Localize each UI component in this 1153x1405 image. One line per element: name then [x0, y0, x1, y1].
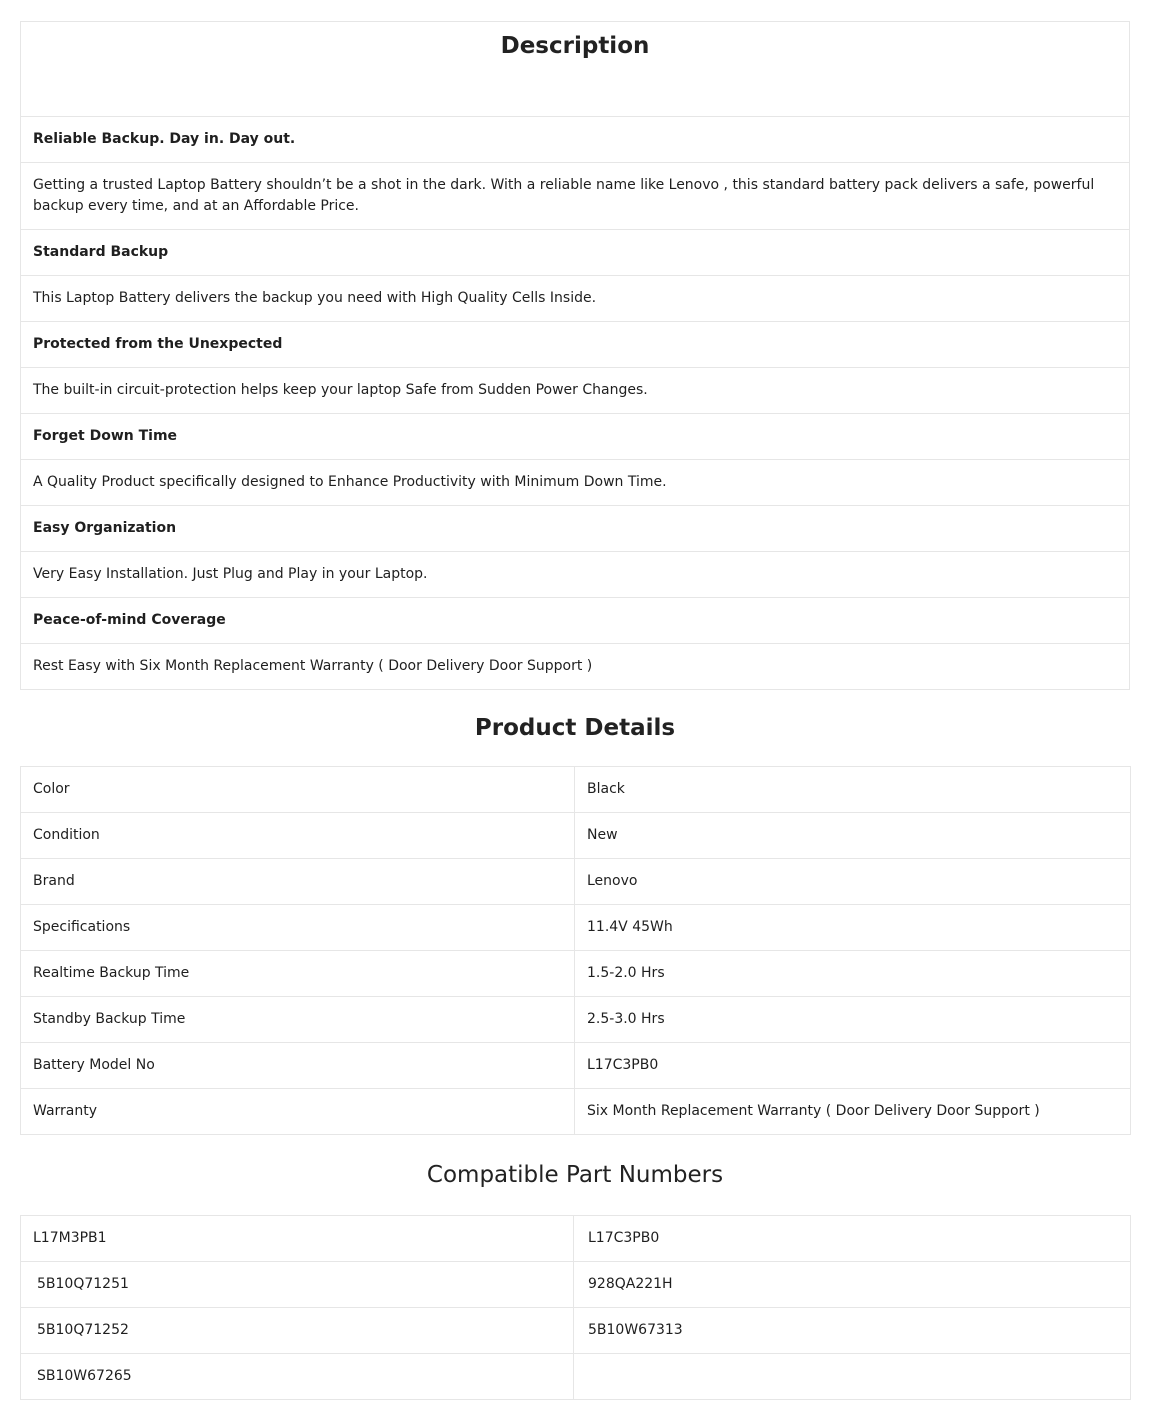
part-number: 5B10W67313: [574, 1308, 1131, 1354]
description-text-row: [21, 644, 1130, 690]
part-row: [21, 1354, 1131, 1400]
detail-value: 11.4V 45Wh: [575, 905, 1131, 951]
detail-value: Six Month Replacement Warranty ( Door Delivery Door Support ): [575, 1089, 1131, 1135]
detail-label: Standby Backup Time: [21, 997, 575, 1043]
detail-row-brand: [21, 859, 1131, 905]
part-number: L17M3PB1: [21, 1216, 574, 1262]
description-text-row: [21, 163, 1130, 230]
detail-row-condition: [21, 813, 1131, 859]
part-number: L17C3PB0: [574, 1216, 1131, 1262]
detail-row-specifications: [21, 905, 1131, 951]
part-number: 5B10Q71251: [21, 1262, 574, 1308]
description-text-row: [21, 460, 1130, 506]
detail-row-warranty: [21, 1089, 1131, 1135]
description-text: Rest Easy with Six Month Replacement Warranty ( Door Delivery Door Support ): [21, 644, 1130, 690]
detail-row-battery-model: [21, 1043, 1131, 1089]
detail-label: Brand: [21, 859, 575, 905]
description-heading-row: [21, 230, 1130, 276]
detail-row-standby-backup: [21, 997, 1131, 1043]
part-row: [21, 1216, 1131, 1262]
description-heading: Easy Organization: [21, 506, 1130, 552]
detail-value: Black: [575, 767, 1131, 813]
description-heading-row: [21, 322, 1130, 368]
detail-value: New: [575, 813, 1131, 859]
part-row: [21, 1262, 1131, 1308]
description-heading: Peace-of-mind Coverage: [21, 598, 1130, 644]
part-row: [21, 1308, 1131, 1354]
description-heading-row: [21, 506, 1130, 552]
detail-label: Battery Model No: [21, 1043, 575, 1089]
description-heading: Protected from the Unexpected: [21, 322, 1130, 368]
description-heading: Reliable Backup. Day in. Day out.: [21, 117, 1130, 163]
description-text-row: [21, 276, 1130, 322]
description-text: This Laptop Battery delivers the backup you need with High Quality Cells Inside.: [21, 276, 1130, 322]
part-number-empty: [574, 1354, 1131, 1400]
detail-row-color: [21, 767, 1131, 813]
compatible-parts-table: [20, 1215, 1131, 1400]
description-table: [20, 21, 1130, 690]
detail-value: L17C3PB0: [575, 1043, 1131, 1089]
description-heading: Standard Backup: [21, 230, 1130, 276]
detail-label: Condition: [21, 813, 575, 859]
part-number: 928QA221H: [574, 1262, 1131, 1308]
detail-label: Specifications: [21, 905, 575, 951]
description-text: A Quality Product specifically designed to Enhance Productivity with Minimum Down Time.: [21, 460, 1130, 506]
detail-label: Color: [21, 767, 575, 813]
detail-label: Warranty: [21, 1089, 575, 1135]
detail-row-realtime-backup: [21, 951, 1131, 997]
product-details-title: Product Details: [474, 715, 676, 741]
part-number: SB10W67265: [21, 1354, 574, 1400]
description-text: Getting a trusted Laptop Battery shouldn’t be a shot in the dark. With a reliable name like Lenovo , this standard battery pack delivers a safe, powerful backup every time, and at an Affordable Price.: [21, 163, 1130, 230]
description-title-row: [21, 22, 1130, 117]
detail-label: Realtime Backup Time: [21, 951, 575, 997]
description-text: Very Easy Installation. Just Plug and Play in your Laptop.: [21, 552, 1130, 598]
description-text: The built-in circuit-protection helps keep your laptop Safe from Sudden Power Changes.: [21, 368, 1130, 414]
compatible-parts-title: Compatible Part Numbers: [426, 1162, 724, 1188]
detail-value: 1.5-2.0 Hrs: [575, 951, 1131, 997]
detail-value: Lenovo: [575, 859, 1131, 905]
product-description-page: [20, 0, 1130, 1400]
description-title: Description: [21, 22, 1130, 117]
description-heading-row: [21, 598, 1130, 644]
description-heading: Forget Down Time: [21, 414, 1130, 460]
product-details-table: [20, 766, 1131, 1135]
description-heading-row: [21, 414, 1130, 460]
description-heading-row: [21, 117, 1130, 163]
part-number: 5B10Q71252: [21, 1308, 574, 1354]
description-text-row: [21, 552, 1130, 598]
description-text-row: [21, 368, 1130, 414]
detail-value: 2.5-3.0 Hrs: [575, 997, 1131, 1043]
